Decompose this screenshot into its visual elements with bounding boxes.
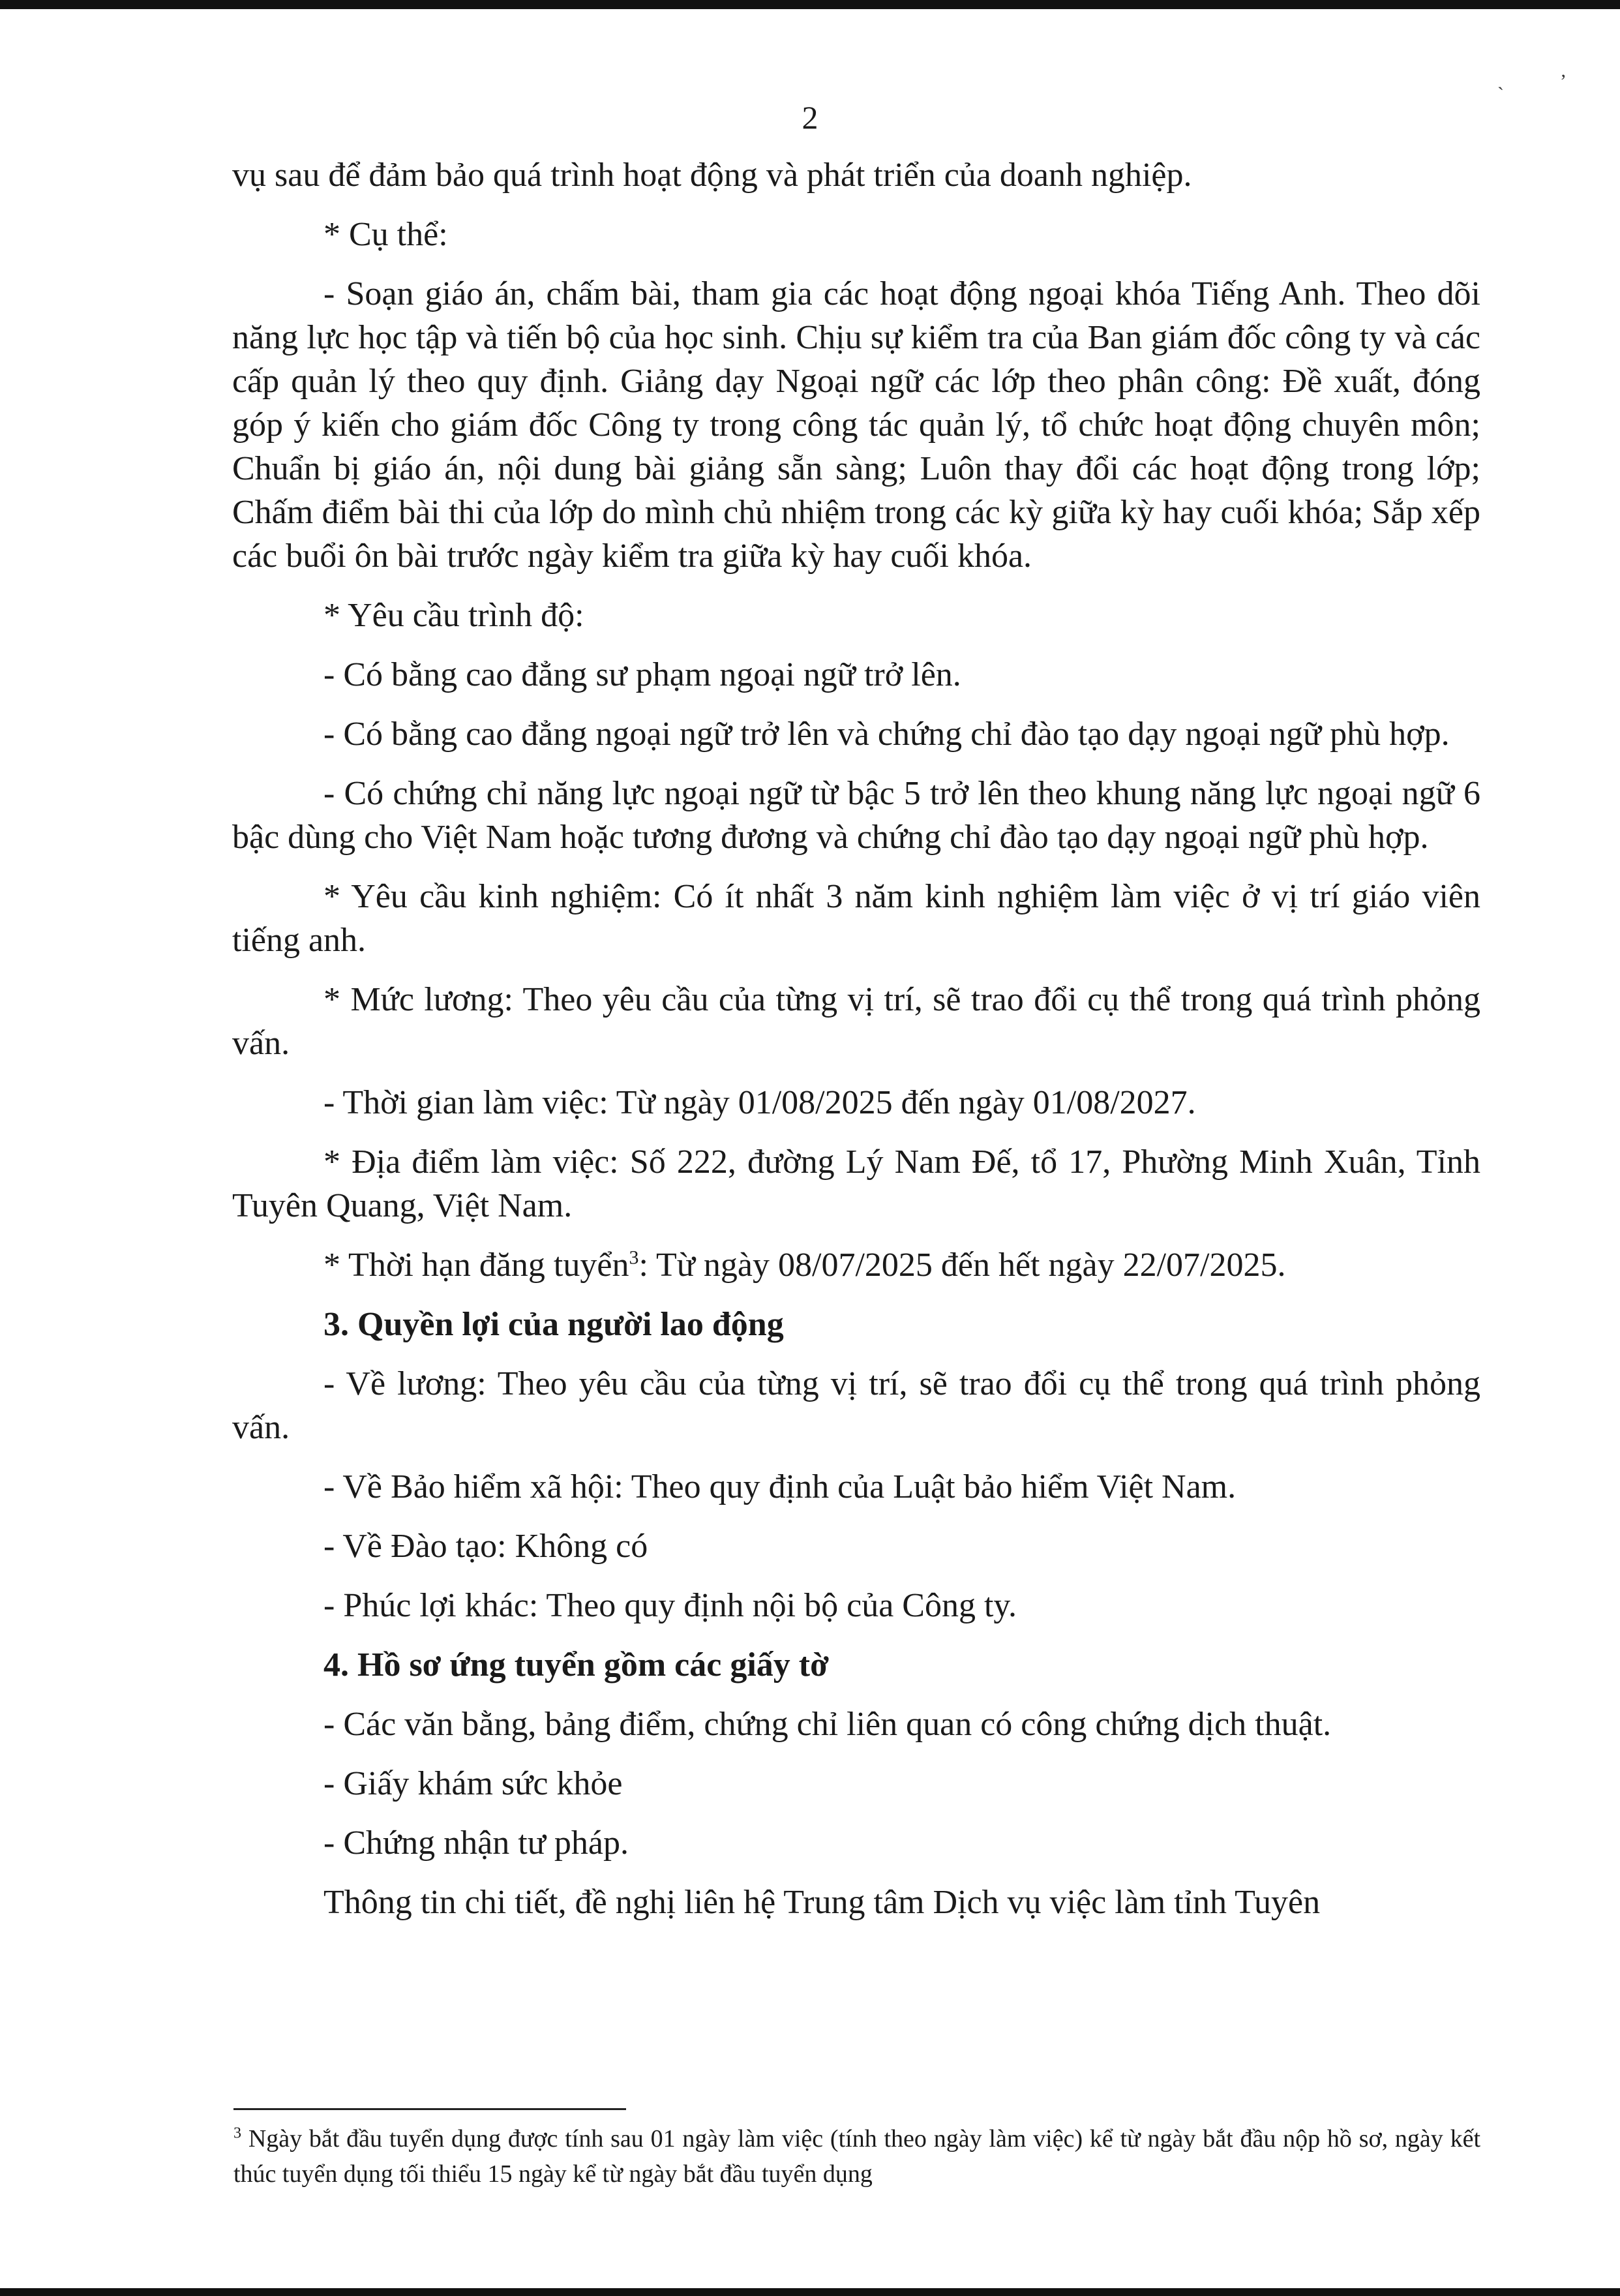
paragraph-qualification-1: - Có bằng cao đẳng sư phạm ngoại ngữ trở lên. xyxy=(323,656,961,693)
paragraph-contact: Thông tin chi tiết, đề nghị liên hệ Trung tâm Dịch vụ việc làm tỉnh Tuyên xyxy=(323,1884,1321,1921)
paragraph-document-certificates: - Các văn bằng, bảng điểm, chứng chỉ liên quan có công chứng dịch thuật. xyxy=(323,1706,1332,1743)
paragraph-experience: * Yêu cầu kinh nghiệm: Có ít nhất 3 năm kinh nghiệm làm việc ở vị trí giáo viên tiếng anh. xyxy=(232,878,1480,959)
scan-mark-comma: ’ xyxy=(1560,70,1567,92)
paragraph-benefit-insurance: - Về Bảo hiểm xã hội: Theo quy định của Luật bảo hiểm Việt Nam. xyxy=(323,1468,1237,1505)
scan-mark-tick: ` xyxy=(1497,83,1504,105)
footnote xyxy=(233,2121,1480,2192)
paragraph-duties-intro: vụ sau để đảm bảo quá trình hoạt động và phát triển của doanh nghiệp. xyxy=(232,157,1192,194)
footnote-reference: 3 xyxy=(629,1246,639,1269)
scan-border-top xyxy=(0,0,1620,9)
section-heading-documents: 4. Hồ sơ ứng tuyển gồm các giấy tờ xyxy=(323,1646,829,1684)
paragraph-duties-list: - Soạn giáo án, chấm bài, tham gia các hoạt động ngoại khóa Tiếng Anh. Theo dõi năng lực học tập và tiến bộ của học sinh. Chịu sự kiểm tra của Ban giám đốc công ty và các cấp quản lý theo quy định. Giảng dạy Ngoại ngữ các lớp theo phân công: Đề xuất, đóng góp ý kiến cho giám đốc Công ty trong công tác quản lý, tổ chức hoạt động chuyên môn; Chuẩn bị giáo án, nội dung bài giảng sẵn sàng; Luôn thay đổi các hoạt động trong lớp; Chấm điểm bài thi của lớp do mình chủ nhiệm trong các kỳ giữa kỳ hay cuối khóa; Sắp xếp các buổi ôn bài trước ngày kiểm tra giữa kỳ hay cuối khóa. xyxy=(232,275,1480,575)
paragraph-recruitment-period xyxy=(232,1243,1480,1287)
paragraph-work-period: - Thời gian làm việc: Từ ngày 01/08/2025 đến ngày 01/08/2027. xyxy=(323,1084,1196,1121)
paragraph-benefit-salary: - Về lương: Theo yêu cầu của từng vị trí, sẽ trao đổi cụ thể trong quá trình phỏng vấn. xyxy=(232,1365,1480,1446)
paragraph-qualification-3: - Có chứng chỉ năng lực ngoại ngữ từ bậc 5 trở lên theo khung năng lực ngoại ngữ 6 bậc dùng cho Việt Nam hoặc tương đương và chứng chỉ đào tạo dạy ngoại ngữ phù hợp. xyxy=(232,775,1480,856)
paragraph-salary: * Mức lương: Theo yêu cầu của từng vị trí, sẽ trao đổi cụ thể trong quá trình phỏng vấn. xyxy=(232,981,1480,1062)
recruitment-period-dates: : Từ ngày 08/07/2025 đến hết ngày 22/07/2025. xyxy=(638,1246,1286,1284)
footnote-marker: 3 xyxy=(233,2124,241,2142)
paragraph-benefit-other: - Phúc lợi khác: Theo quy định nội bộ của Công ty. xyxy=(323,1587,1017,1624)
page-number: 2 xyxy=(802,99,818,136)
paragraph-details-label: * Cụ thể: xyxy=(323,216,448,253)
document-body xyxy=(232,153,1480,1940)
recruitment-period-label: * Thời hạn đăng tuyển xyxy=(323,1246,629,1284)
paragraph-document-judicial: - Chứng nhận tư pháp. xyxy=(323,1824,629,1862)
paragraph-benefit-training: - Về Đào tạo: Không có xyxy=(323,1528,648,1565)
scan-border-bottom xyxy=(0,2288,1620,2296)
footnote-separator xyxy=(233,2108,626,2110)
paragraph-qualification-label: * Yêu cầu trình độ: xyxy=(323,597,584,634)
footnote-text: Ngày bắt đầu tuyển dụng được tính sau 01 ngày làm việc (tính theo ngày làm việc) kể từ ngày bắt đầu nộp hồ sơ, ngày kết thúc tuyển dụng tối thiểu 15 ngày kể từ ngày bắt đầu tuyển dụng xyxy=(233,2125,1481,2188)
section-heading-benefits: 3. Quyền lợi của người lao động xyxy=(323,1306,784,1343)
paragraph-document-health: - Giấy khám sức khỏe xyxy=(323,1765,623,1802)
paragraph-work-location: * Địa điểm làm việc: Số 222, đường Lý Nam Đế, tổ 17, Phường Minh Xuân, Tỉnh Tuyên Quang, Việt Nam. xyxy=(232,1143,1480,1224)
paragraph-qualification-2: - Có bằng cao đẳng ngoại ngữ trở lên và chứng chỉ đào tạo dạy ngoại ngữ phù hợp. xyxy=(323,716,1450,753)
